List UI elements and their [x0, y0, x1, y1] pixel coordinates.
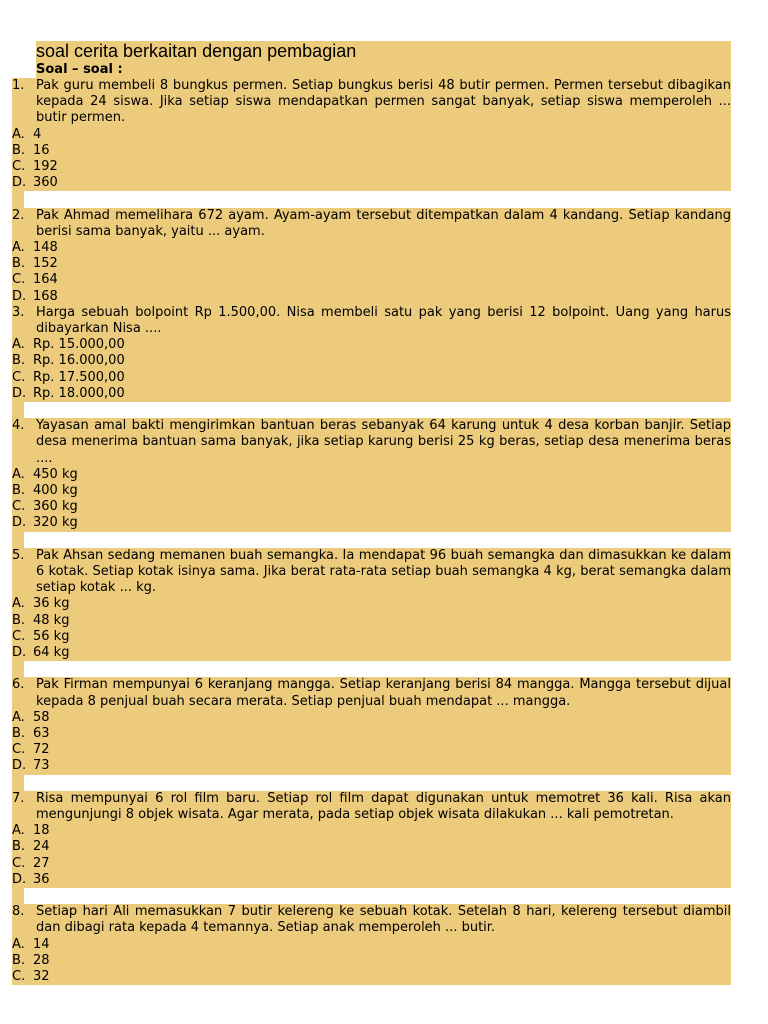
answer-option — [12, 710, 731, 726]
question-3 — [12, 305, 731, 337]
option-value: 72 — [33, 742, 50, 758]
option-value: 450 kg — [33, 466, 78, 482]
section-subtitle: Soal – soal : — [36, 61, 731, 78]
option-letter: C. — [12, 499, 26, 515]
answer-option — [12, 872, 731, 888]
question-7 — [12, 791, 731, 823]
spacer — [12, 402, 24, 418]
option-letter: B. — [12, 142, 26, 158]
answer-option — [12, 370, 731, 386]
option-value: 27 — [33, 855, 50, 871]
option-value: 148 — [33, 240, 58, 256]
answer-option — [12, 256, 731, 272]
option-letter: A. — [12, 936, 25, 952]
option-value: 73 — [33, 758, 50, 774]
option-value: 168 — [33, 288, 58, 304]
option-letter: A. — [12, 240, 25, 256]
option-letter: B. — [12, 726, 26, 742]
answer-option — [12, 337, 731, 353]
question-text: Pak Ahsan sedang memanen buah semangka. Ia mendapat 96 buah semangka dan dimasukkan ke dalam 6 kotak. Setiap kotak isinya sama. Jika berat rata-rata setiap buah semangka 4 kg, berat semangka dalam setiap kotak ... kg. — [36, 547, 731, 596]
option-letter: C. — [12, 742, 26, 758]
question-text: Harga sebuah bolpoint Rp 1.500,00. Nisa membeli satu pak yang berisi 12 bolpoint. Uang yang harus dibayarkan Nisa .... — [36, 304, 731, 337]
answer-option — [12, 758, 731, 774]
option-value: 56 kg — [33, 628, 70, 644]
answer-option — [12, 596, 731, 612]
option-letter: C. — [12, 855, 26, 871]
answer-option — [12, 742, 731, 758]
question-text: Risa mempunyai 6 rol film baru. Setiap rol film dapat digunakan untuk memotret 36 kali. Risa akan mengunjungi 8 objek wisata. Agar merata, pada setiap objek wisata dilakukan ... kali pemotretan. — [36, 790, 731, 823]
question-number: 4. — [12, 418, 25, 434]
question-number: 2. — [12, 207, 25, 223]
option-value: 400 kg — [33, 483, 78, 499]
question-number: 5. — [12, 547, 25, 563]
option-value: Rp. 18.000,00 — [33, 385, 125, 401]
option-value: 18 — [33, 823, 50, 839]
question-2 — [12, 208, 731, 240]
answer-option — [12, 159, 731, 175]
option-value: Rp. 17.500,00 — [33, 369, 125, 385]
option-letter: C. — [12, 272, 26, 288]
option-letter: D. — [12, 871, 27, 887]
answer-option — [12, 937, 731, 953]
option-value: 28 — [33, 952, 50, 968]
question-number: 8. — [12, 904, 25, 920]
spacer — [12, 661, 24, 677]
answer-option — [12, 272, 731, 288]
option-value: 58 — [33, 709, 50, 725]
option-value: 24 — [33, 839, 50, 855]
option-value: 192 — [33, 159, 58, 175]
option-letter: A. — [12, 823, 25, 839]
spacer — [12, 775, 24, 791]
answer-option — [12, 127, 731, 143]
answer-option — [12, 613, 731, 629]
option-value: 360 kg — [33, 499, 78, 515]
answer-option — [12, 143, 731, 159]
question-text: Pak Ahmad memelihara 672 ayam. Ayam-ayam tersebut ditempatkan dalam 4 kandang. Setiap kandang berisi sama banyak, yaitu ... ayam. — [36, 207, 731, 239]
question-5 — [12, 548, 731, 597]
question-6 — [12, 677, 731, 709]
answer-option — [12, 289, 731, 305]
question-text: Yayasan amal bakti mengirimkan bantuan beras sebanyak 64 karung untuk 4 desa korban banjir. Setiap desa menerima bantuan sama banyak, jika setiap karung berisi 25 kg beras, setiap desa menerima beras .... — [36, 418, 731, 466]
option-letter: B. — [12, 256, 26, 272]
question-text: Setiap hari Ali memasukkan 7 butir kelereng ke sebuah kotak. Setelah 8 hari, kelereng tersebut diambil dan dibagi rata kepada 4 temannya. Setiap anak memperoleh ... butir. — [36, 904, 731, 936]
answer-option — [12, 823, 731, 839]
answer-option — [12, 856, 731, 872]
question-4 — [12, 418, 731, 467]
answer-option — [12, 240, 731, 256]
answer-option — [12, 499, 731, 515]
answer-option — [12, 953, 731, 969]
answer-option — [12, 726, 731, 742]
answer-option — [12, 515, 731, 531]
option-value: 152 — [33, 256, 58, 272]
option-letter: A. — [12, 466, 25, 482]
option-letter: B. — [12, 483, 26, 499]
question-8 — [12, 904, 731, 936]
spacer — [12, 532, 24, 548]
option-value: 16 — [33, 142, 50, 158]
question-list — [12, 78, 731, 985]
answer-option — [12, 629, 731, 645]
option-value: 14 — [33, 936, 50, 952]
answer-option — [12, 353, 731, 369]
option-letter: D. — [12, 288, 27, 304]
option-value: 48 kg — [33, 612, 70, 628]
answer-option — [12, 175, 731, 191]
option-value: 164 — [33, 272, 58, 288]
answer-option — [12, 483, 731, 499]
answer-option — [12, 969, 731, 985]
spacer — [12, 191, 24, 207]
option-value: 63 — [33, 726, 50, 742]
question-text: Pak guru membeli 8 bungkus permen. Setiap bungkus berisi 48 butir permen. Permen tersebut dibagikan kepada 24 siswa. Jika setiap siswa mendapatkan permen sangat banyak, setiap siswa memperoleh ... butir permen. — [36, 78, 731, 126]
option-value: 4 — [33, 126, 42, 142]
answer-option — [12, 645, 731, 661]
option-value: 36 — [33, 871, 50, 887]
option-letter: D. — [12, 175, 27, 191]
option-value: 32 — [33, 969, 50, 985]
question-number: 1. — [12, 78, 25, 93]
option-letter: A. — [12, 709, 25, 725]
question-1 — [12, 78, 731, 127]
question-text: Pak Firman mempunyai 6 keranjang mangga. Setiap keranjang berisi 84 mangga. Mangga tersebut dijual kepada 8 penjual buah secara merata. Setiap penjual buah mendapat ... mangga. — [36, 677, 731, 709]
page-title: soal cerita berkaitan dengan pembagian — [36, 41, 731, 61]
option-letter: D. — [12, 385, 27, 401]
option-letter: B. — [12, 839, 26, 855]
option-letter: D. — [12, 758, 27, 774]
option-letter: A. — [12, 126, 25, 142]
question-number: 7. — [12, 790, 25, 806]
option-value: 320 kg — [33, 515, 78, 531]
option-letter: B. — [12, 952, 26, 968]
option-letter: A. — [12, 596, 25, 612]
option-letter: D. — [12, 645, 27, 661]
option-letter: C. — [12, 628, 26, 644]
spacer — [12, 888, 24, 904]
question-number: 3. — [12, 304, 25, 320]
option-letter: B. — [12, 612, 26, 628]
option-value: Rp. 16.000,00 — [33, 353, 125, 369]
option-letter: A. — [12, 337, 25, 353]
question-number: 6. — [12, 677, 25, 693]
option-value: 36 kg — [33, 596, 70, 612]
option-letter: C. — [12, 969, 26, 985]
answer-option — [12, 839, 731, 855]
answer-option — [12, 467, 731, 483]
option-value: 64 kg — [33, 645, 70, 661]
option-letter: B. — [12, 353, 26, 369]
option-letter: D. — [12, 515, 27, 531]
option-letter: C. — [12, 159, 26, 175]
answer-option — [12, 386, 731, 402]
option-letter: C. — [12, 369, 26, 385]
option-value: 360 — [33, 175, 58, 191]
option-value: Rp. 15.000,00 — [33, 337, 125, 353]
